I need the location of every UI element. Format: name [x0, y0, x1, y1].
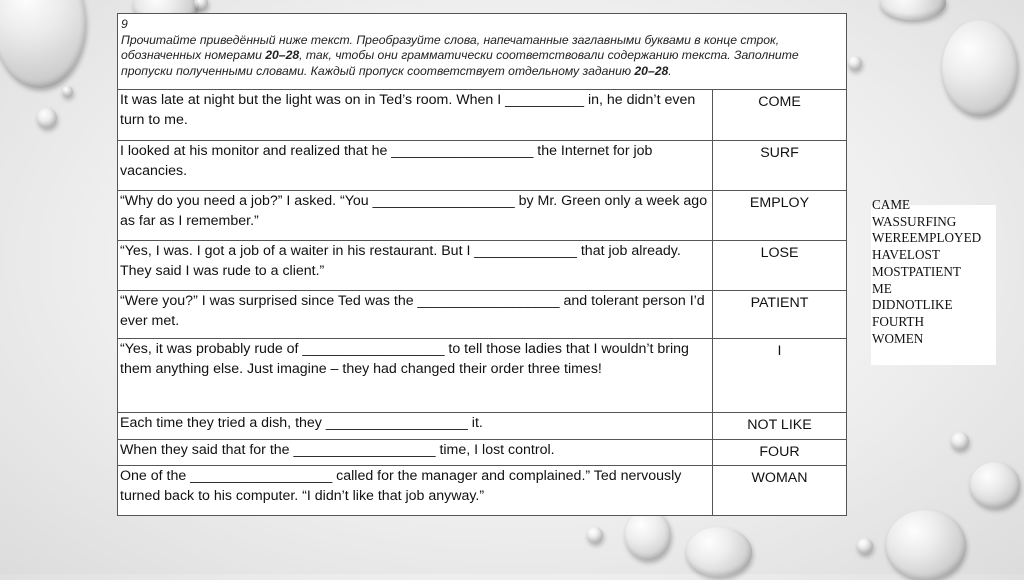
water-drop-decoration: [0, 0, 86, 88]
table-row: [118, 439, 846, 465]
water-drop-decoration: [951, 432, 969, 450]
water-drop-decoration: [970, 462, 1020, 508]
water-drop-decoration: [194, 0, 208, 10]
water-drop-decoration: [37, 108, 57, 128]
water-drop-decoration: [587, 527, 603, 543]
sentence-cell: It was late at night but the light was on in Ted’s room. When I __________ in, he didn’t even turn to me.: [120, 92, 696, 128]
table-row: [118, 412, 846, 439]
answer-key-item: DIDNOTLIKE: [872, 297, 953, 313]
task-number: 9: [121, 17, 128, 31]
sentence-cell: I looked at his monitor and realized that he __________________ the Internet for job vacancies.: [120, 143, 653, 179]
task-instruction: [118, 14, 846, 89]
water-drop-decoration: [880, 0, 946, 20]
instruction-text: , так, чтобы они грамматически соответствовали содержанию текста. Заполните пропуски полученными словами. Каждый пропуск соответствует отдельному заданию: [121, 48, 799, 78]
instruction-range: 20–28: [265, 48, 300, 62]
answer-key-item: ME: [872, 280, 892, 296]
task-table: [117, 13, 847, 516]
answer-key-item: CAME: [872, 197, 911, 212]
instruction-text: Прочитайте приведённый ниже текст. Преобразуйте слова, напечатанные заглавными буквами в конце строк, обозначенных номерами: [121, 32, 780, 62]
word-cell: EMPLOY: [712, 191, 846, 240]
answer-key-item: MOSTPATIENT: [872, 263, 961, 279]
sentence-cell: When they said that for the __________________ time, I lost control.: [120, 442, 555, 458]
sentence-cell: “Why do you need a job?” I asked. “You __________________ by Mr. Green only a week ago as far as I remember.”: [120, 193, 708, 229]
sentence-cell: Each time they tried a dish, they __________________ it.: [120, 415, 483, 431]
table-row: [118, 338, 846, 412]
word-cell: I: [712, 339, 846, 412]
table-row: [118, 240, 846, 290]
word-cell: FOUR: [712, 440, 846, 465]
word-cell: SURF: [712, 141, 846, 190]
water-drop-decoration: [625, 510, 671, 560]
sentence-cell: “Yes, it was probably rude of __________________ to tell those ladies that I wouldn’t bring them anything else. Just imagine – they had changed their order three times!: [120, 341, 689, 377]
instruction-text: .: [668, 63, 672, 78]
word-cell: PATIENT: [712, 291, 846, 338]
table-row: [118, 290, 846, 338]
water-drop-decoration: [857, 538, 873, 554]
water-drop-decoration: [886, 510, 966, 580]
sentence-cell: One of the __________________ called for the manager and complained.” Ted nervously turned back to his computer. “I didn’t like that job anyway.”: [120, 468, 682, 504]
answer-key-box: [871, 197, 996, 365]
answer-key-item: WOMEN: [872, 330, 924, 346]
answer-key-item: FOURTH: [872, 313, 924, 329]
word-cell: NOT LIKE: [712, 413, 846, 439]
table-row: [118, 89, 846, 140]
water-drop-decoration: [62, 86, 73, 97]
word-cell: WOMAN: [712, 466, 846, 516]
table-row: [118, 190, 846, 240]
answer-key-item: WASSURFING: [872, 213, 957, 229]
word-cell: COME: [712, 90, 846, 140]
table-row: [118, 140, 846, 190]
table-row: [118, 465, 846, 516]
instruction-range: 20–28: [634, 63, 669, 78]
answer-key-item: HAVELOST: [872, 247, 940, 263]
water-drop-decoration: [686, 527, 752, 577]
water-drop-decoration: [942, 20, 1018, 116]
word-cell: LOSE: [712, 241, 846, 290]
water-drop-decoration: [848, 56, 862, 70]
answer-key-item: WEREEMPLOYED: [872, 230, 982, 246]
sentence-cell: “Yes, I was. I got a job of a waiter in his restaurant. But I _____________ that job already. They said I was rude to a client.”: [120, 243, 681, 279]
sentence-cell: “Were you?” I was surprised since Ted was the __________________ and tolerant person I’d ever met.: [120, 293, 705, 329]
